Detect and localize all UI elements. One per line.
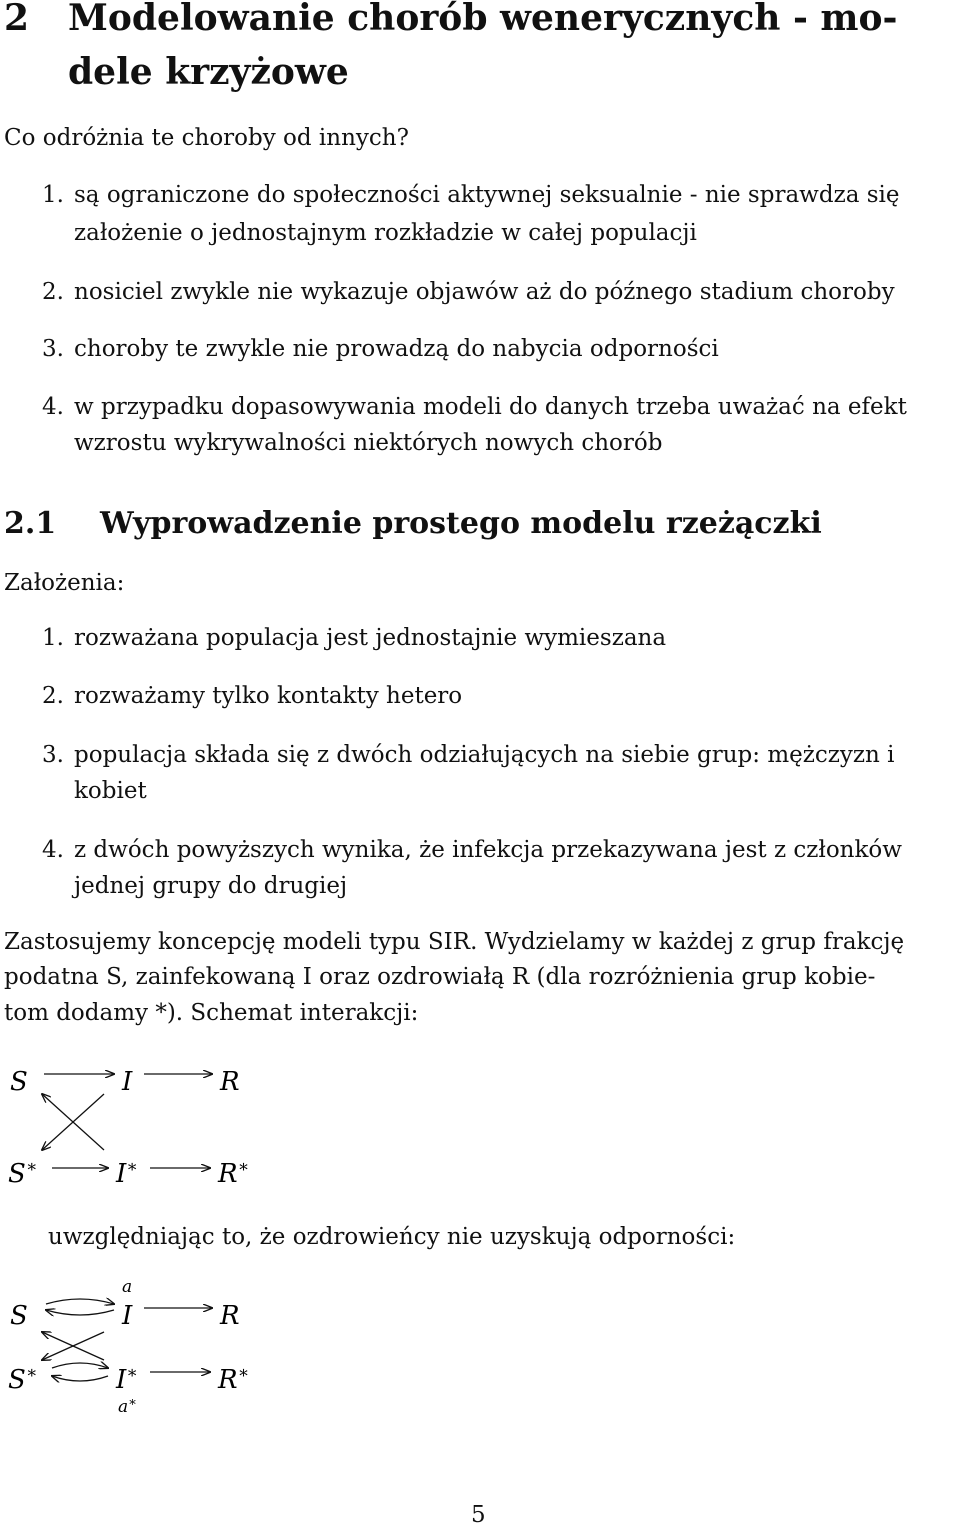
sir-diagram-2: [0, 1270, 300, 1430]
list1-item-4: [28, 392, 907, 422]
list-text: kobiet: [74, 778, 147, 804]
node-I: I: [122, 1067, 133, 1097]
arrow-S-I: [46, 1299, 114, 1304]
list-number: 1.: [42, 182, 64, 208]
list-number: 4.: [42, 837, 64, 863]
list-text: w przypadku dopasowywania modeli do danych trzeba uważać na efekt: [74, 394, 907, 420]
list-text: nosiciel zwykle nie wykazuje objawów aż do późnego stadium choroby: [74, 279, 895, 305]
chapter-title-line1: Modelowanie chorób wenerycznych - mo-: [68, 0, 898, 39]
list-text: choroby te zwykle nie prowadzą do nabycia odporności: [74, 336, 719, 362]
list-number: 2.: [42, 279, 64, 305]
list-number: 2.: [42, 683, 64, 709]
list-text: są ograniczone do społeczności aktywnej seksualnie - nie sprawdza się: [74, 182, 900, 208]
node-I-star: I∗: [116, 1157, 138, 1189]
node-R-star: R∗: [218, 1157, 250, 1189]
node-S-star: S∗: [8, 1157, 38, 1189]
list1-item-1: [28, 180, 899, 210]
rate-label-a-star: a∗: [118, 1395, 137, 1417]
node-R-star: R∗: [218, 1363, 250, 1395]
paragraph-line: tom dodamy *). Schemat interakcji:: [4, 1000, 419, 1026]
list-text: jednej grupy do drugiej: [74, 873, 348, 899]
section-title: [4, 506, 822, 542]
sir-diagram-1: [0, 1050, 300, 1200]
list1-item-2: [28, 277, 895, 307]
node-I: I: [122, 1301, 133, 1331]
page-number: 5: [471, 1502, 486, 1528]
rate-label-a: a: [122, 1277, 133, 1297]
list-number: 4.: [42, 394, 64, 420]
list-text: wzrostu wykrywalności niektórych nowych chorób: [74, 430, 663, 456]
list2-item-4: [28, 835, 902, 865]
arrow-Istar-Sstar: [52, 1376, 108, 1381]
node-R: R: [220, 1301, 240, 1331]
list2-item-1: [28, 623, 666, 653]
node-S-star: S∗: [8, 1363, 38, 1395]
list-text: populacja składa się z dwóch odziałujących na siebie grup: mężczyzn i: [74, 742, 895, 768]
assumptions-label: Założenia:: [4, 570, 125, 596]
list-number: 3.: [42, 742, 64, 768]
chapter-number: 2: [4, 0, 30, 39]
arrow-Sstar-Istar: [52, 1363, 108, 1368]
list-number: 1.: [42, 625, 64, 651]
node-R: R: [220, 1067, 240, 1097]
section-title-text: Wyprowadzenie prostego modelu rzeżączki: [100, 506, 822, 541]
paragraph-line: podatna S, zainfekowaną I oraz ozdrowiałą R (dla rozróżnienia grup kobie-: [4, 964, 876, 990]
diagram-caption: uwzględniając to, że ozdrowieńcy nie uzyskują odporności:: [48, 1224, 736, 1250]
node-S: S: [10, 1067, 28, 1097]
list2-item-3: [28, 740, 894, 770]
intro-text: Co odróżnia te choroby od innych?: [4, 125, 409, 151]
list-text: założenie o jednostajnym rozkładzie w całej populacji: [74, 220, 697, 246]
list2-item-2: [28, 681, 462, 711]
node-S: S: [10, 1301, 28, 1331]
chapter-title: [4, 0, 897, 40]
node-I-star: I∗: [116, 1363, 138, 1395]
list-text: rozważana populacja jest jednostajnie wymieszana: [74, 625, 667, 651]
section-number: 2.1: [4, 506, 57, 541]
arrow-I-S: [46, 1310, 114, 1315]
list-text: z dwóch powyższych wynika, że infekcja przekazywana jest z członków: [74, 837, 902, 863]
paragraph-line: Zastosujemy koncepcję modeli typu SIR. Wydzielamy w każdej z grup frakcję: [4, 929, 905, 955]
list-text: rozważamy tylko kontakty hetero: [74, 683, 463, 709]
list1-item-3: [28, 334, 719, 364]
chapter-title-line2: dele krzyżowe: [68, 51, 349, 93]
list-number: 3.: [42, 336, 64, 362]
